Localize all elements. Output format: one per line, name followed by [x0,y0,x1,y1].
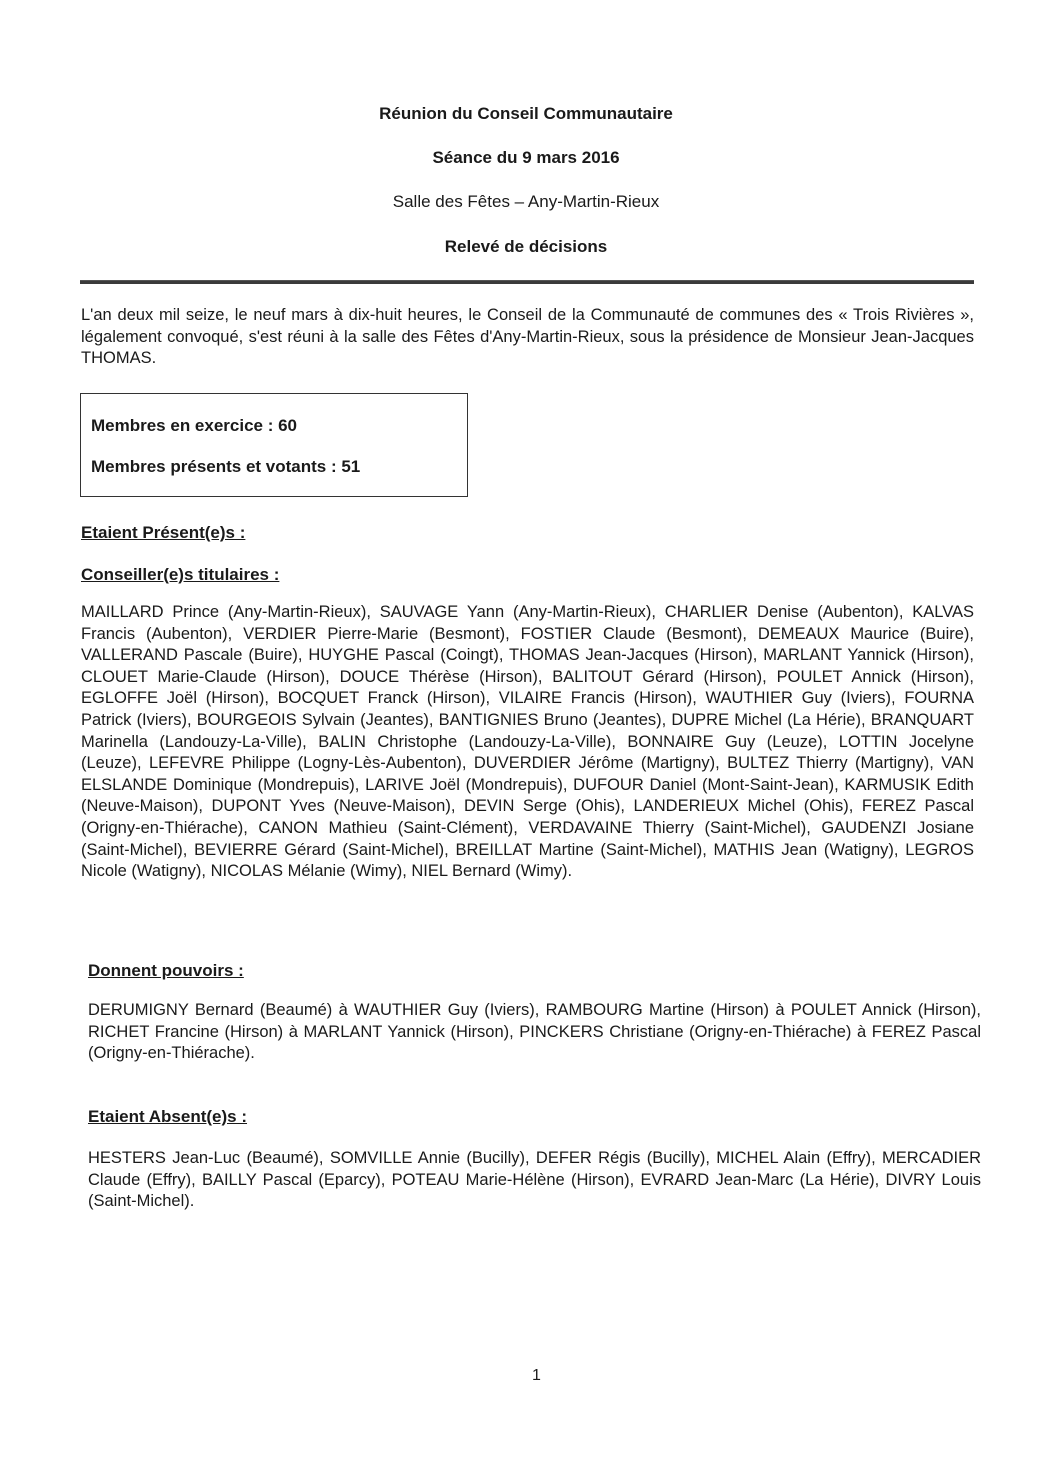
page-number: 1 [532,1367,541,1384]
intro-paragraph: L'an deux mil seize, le neuf mars à dix-huit heures, le Conseil de la Communauté de communes des « Trois Rivières », légalement convoqué, s'est réuni à la salle des Fêtes d'Any-Martin-Rieux, sous la présidence de Monsieur Jean-Jacques THOMAS. [81,306,974,368]
header-divider [80,280,974,284]
meeting-title: Réunion du Conseil Communautaire [379,104,673,123]
members-present-voting: Membres présents et votants : 51 [91,457,361,476]
absent-list: HESTERS Jean-Luc (Beaumé), SOMVILLE Annie (Bucilly), DEFER Régis (Bucilly), MICHEL Alain (Effry), MERCADIER Claude (Effry), BAILLY Pascal (Eparcy), POTEAU Marie-Hélène (Hirson), EVRARD Jean-Marc (La Hérie), DIVRY Louis (Saint-Michel). [88,1149,981,1211]
attendance-summary-box [80,393,468,497]
proxies-heading: Donnent pouvoirs : [88,961,244,980]
meeting-location: Salle des Fêtes – Any-Martin-Rieux [392,192,660,211]
members-in-office: Membres en exercice : 60 [91,416,298,435]
titular-councillors-list: MAILLARD Prince (Any-Martin-Rieux), SAUVAGE Yann (Any-Martin-Rieux), CHARLIER Denise (Aubenton), KALVAS Francis (Aubenton), VERDIER Pierre-Marie (Besmont), FOSTIER Claude (Besmont), DEMEAUX Maurice (Buire), VALLERAND Pascale (Buire), HUYGHE Pascal (Coingt), THOMAS Jean-Jacques (Hirson), MARLANT Yannick (Hirson), CLOUET Marie-Claude (Hirson), DOUCE Thérèse (Hirson), BALITOUT Gérard (Hirson), POULET Annick (Hirson), EGLOFFE Joël (Hirson), BOCQUET Franck (Hirson), VILAIRE Francis (Hirson), WAUTHIER Guy (Iviers), FOURNA Patrick (Iviers), BOURGEOIS Sylvain (Jeantes), BANTIGNIES Bruno (Jeantes), DUPRE Michel (La Hérie), BRANQUART Marinella (Landouzy-La-Ville), BALIN Christophe (Landouzy-La-Ville), BONNAIRE Guy (Leuze), LOTTIN Jocelyne (Leuze), LEFEVRE Philippe (Logny-Lès-Aubenton), DUVERDIER Jérôme (Martigny), BULTEZ Thierry (Martigny), VAN ELSLANDE Dominique (Mondrepuis), LARIVE Joël (Mondrepuis), DUFOUR Daniel (Mont-Saint-Jean), KARMUSIK Edith (Neuve-Maison), DUPONT Yves (Neuve-Maison), DEVIN Serge (Ohis), LANDERIEUX Michel (Ohis), FEREZ Pascal (Origny-en-Thiérache), CANON Mathieu (Saint-Clément), VERDAVAINE Thierry (Saint-Michel), GAUDENZI Josiane (Saint-Michel), BEVIERRE Gérard (Saint-Michel), BREILLAT Martine (Saint-Michel), MATHIS Jean (Watigny), LEGROS Nicole (Watigny), NICOLAS Mélanie (Wimy), NIEL Bernard (Wimy). [81,603,974,881]
session-date: Séance du 9 mars 2016 [432,148,620,167]
proxies-list: DERUMIGNY Bernard (Beaumé) à WAUTHIER Guy (Iviers), RAMBOURG Martine (Hirson) à POULET Annick (Hirson), RICHET Francine (Hirson) à MARLANT Yannick (Hirson), PINCKERS Christiane (Origny-en-Thiérache) à FEREZ Pascal (Origny-en-Thiérache). [88,1001,981,1063]
titular-councillors-heading: Conseiller(e)s titulaires : [81,565,280,584]
present-heading: Etaient Présent(e)s : [81,523,246,542]
absent-heading: Etaient Absent(e)s : [88,1107,248,1126]
document-subtitle: Relevé de décisions [444,237,608,256]
